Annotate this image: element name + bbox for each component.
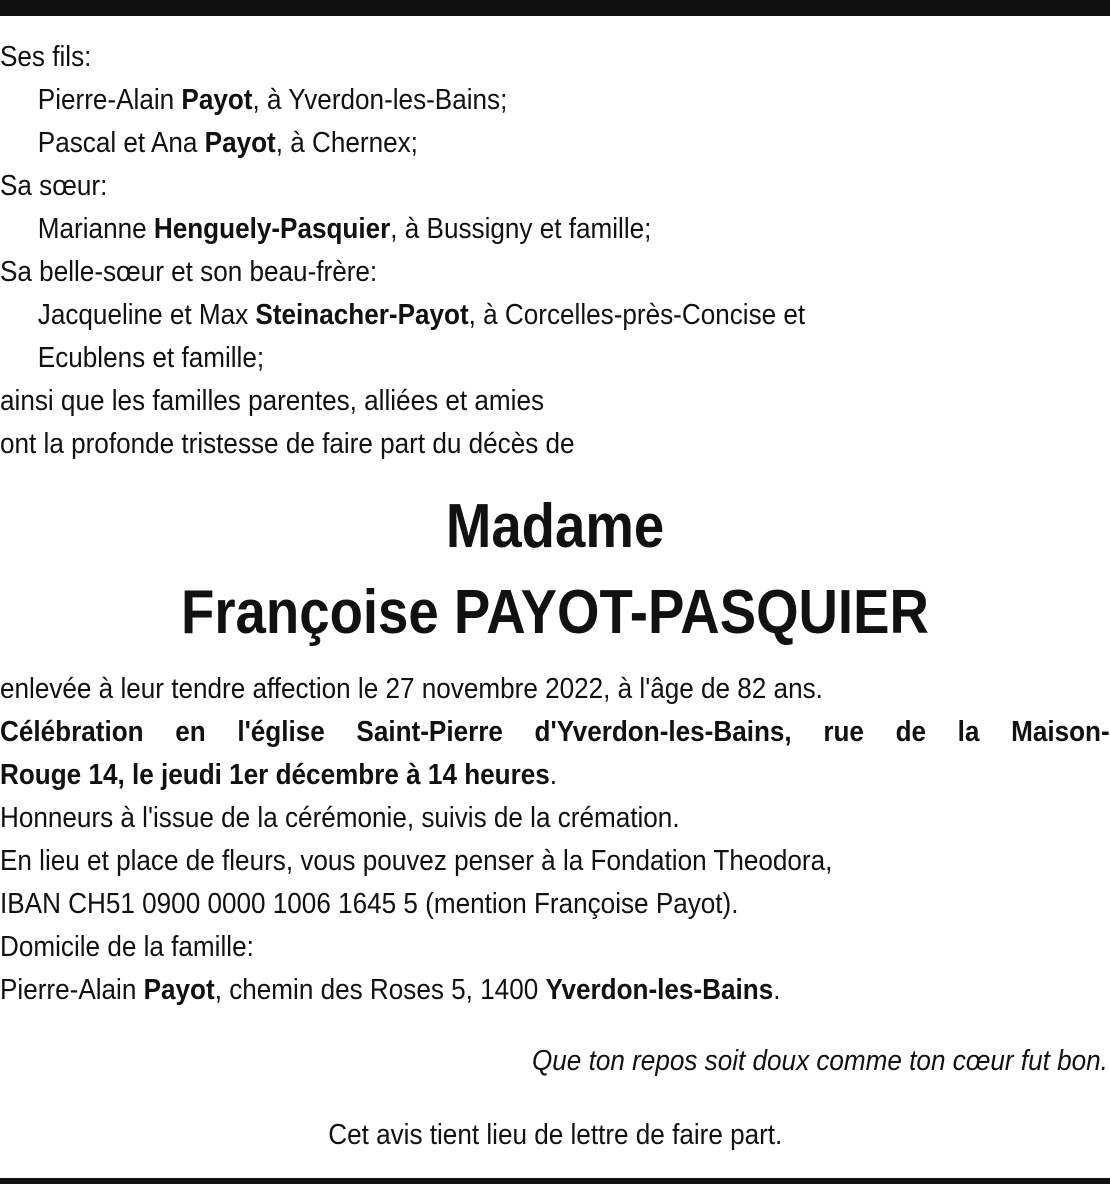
deceased-block	[0, 484, 1110, 656]
son-1-line: Pierre-Alain Payot, à Yverdon-les-Bains;	[37, 84, 508, 116]
others-line: ainsi que les familles parentes, alliées et amies	[0, 385, 545, 417]
ceremony-line-1: Célébration en l'église Saint-Pierre d'Yverdon-les-Bains, rue de la Maison-	[0, 716, 1110, 748]
donation-line-2: IBAN CH51 0900 0000 1006 1645 5 (mention Françoise Payot).	[0, 888, 739, 920]
inlaws-continuation: Ecublens et famille;	[37, 342, 265, 374]
inlaws-line: Jacqueline et Max Steinacher-Payot, à Corcelles-près-Concise et	[37, 299, 806, 331]
donation-line-1: En lieu et place de fleurs, vous pouvez penser à la Fondation Theodora,	[0, 845, 833, 877]
deceased-title: Madame	[445, 492, 665, 561]
domicile-line: Pierre-Alain Payot, chemin des Roses 5, 1400 Yverdon-les-Bains.	[0, 974, 781, 1006]
family-list	[0, 36, 1108, 466]
honours-line: Honneurs à l'issue de la cérémonie, suivis de la crémation.	[0, 802, 680, 834]
son-2-line: Pascal et Ana Payot, à Chernex;	[37, 127, 418, 159]
top-rule	[0, 0, 1110, 16]
deceased-name: Françoise PAYOT-PASQUIER	[181, 578, 929, 647]
motto: Que ton repos soit doux comme ton cœur fut bon.	[532, 1045, 1108, 1077]
domicile-city: Yverdon-les-Bains	[545, 974, 774, 1006]
announcement-line: ont la profonde tristesse de faire part du décès de	[0, 428, 575, 460]
son-1-surname: Payot	[181, 84, 253, 116]
domicile-heading: Domicile de la famille:	[0, 931, 254, 963]
sister-heading: Sa sœur:	[0, 170, 108, 202]
passing-line: enlevée à leur tendre affection le 27 novembre 2022, à l'âge de 82 ans.	[0, 673, 823, 705]
inlaws-heading: Sa belle-sœur et son beau-frère:	[0, 256, 378, 288]
sister-line: Marianne Henguely-Pasquier, à Bussigny et famille;	[37, 213, 652, 245]
inlaws-surname: Steinacher-Payot	[255, 299, 469, 331]
bottom-rule	[0, 1178, 1110, 1184]
sons-heading: Ses fils:	[0, 41, 92, 73]
closing-note	[0, 1114, 1110, 1157]
closing-text: Cet avis tient lieu de lettre de faire part.	[327, 1119, 783, 1151]
ceremony-line-2: Rouge 14, le jeudi 1er décembre à 14 heures.	[0, 759, 558, 791]
sister-surname: Henguely-Pasquier	[153, 213, 391, 245]
domicile-surname: Payot	[143, 974, 215, 1006]
son-2-surname: Payot	[204, 127, 276, 159]
details	[0, 668, 1110, 1012]
